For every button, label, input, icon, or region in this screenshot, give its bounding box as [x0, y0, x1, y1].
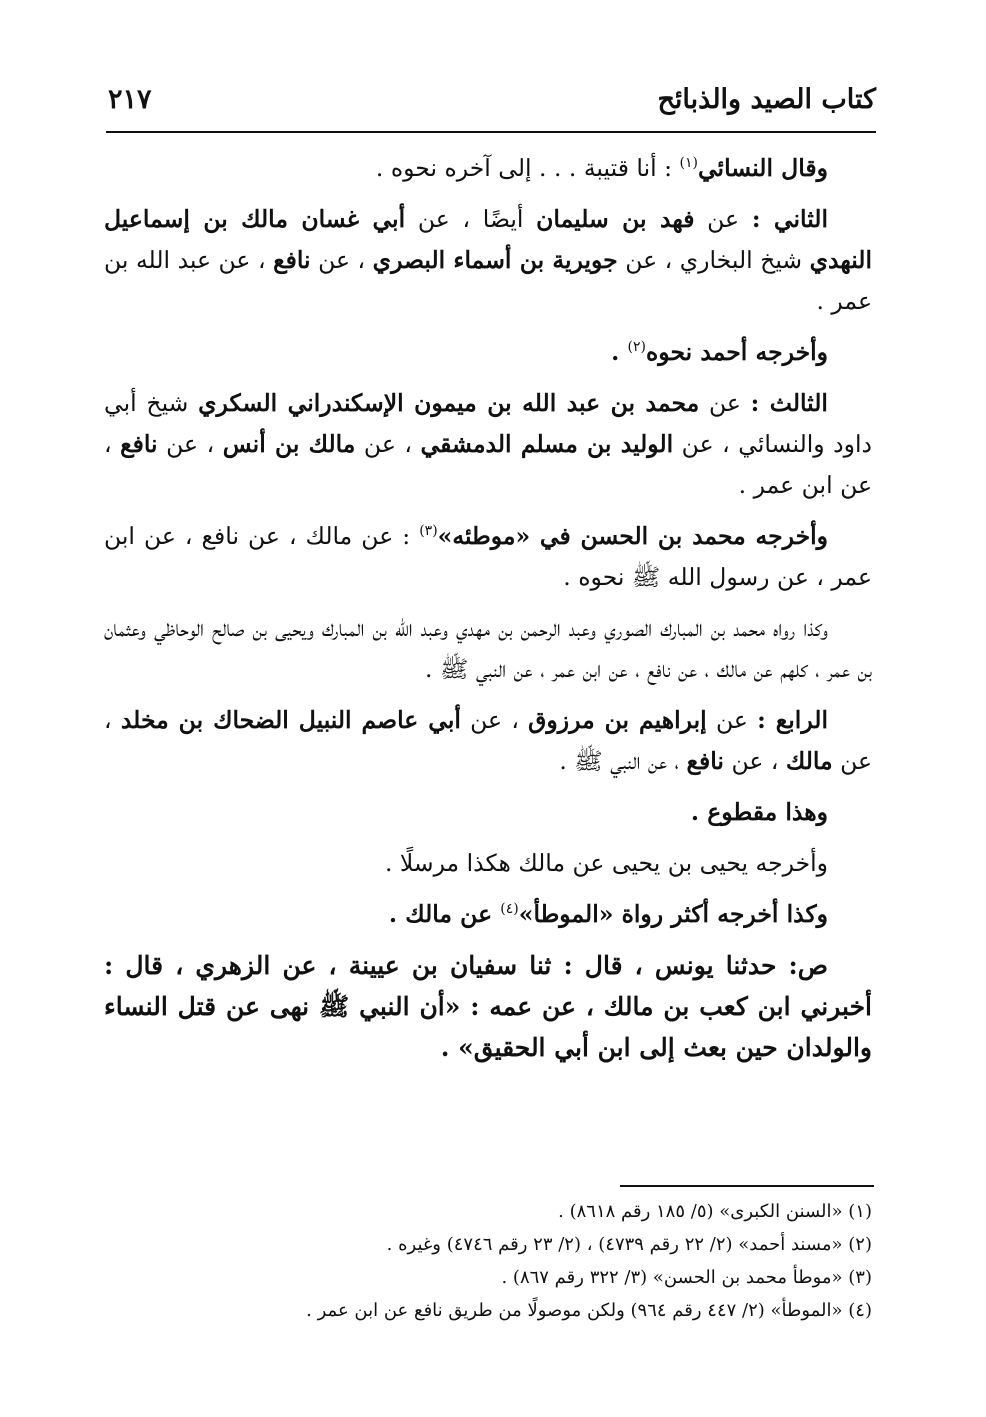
paragraph-4: الثالث : عن محمد بن عبد الله بن ميمون الإسكندراني السكري شيخ أبي داود والنسائي ، عن الوليد بن مسلم الدمشقي ، عن مالك بن أنس ، عن نافع ، عن ابن عمر . [104, 389, 872, 499]
footnote-ref-1: (١) [679, 155, 698, 172]
footnote-ref-3: (٣) [419, 523, 438, 540]
paragraph-9: وأخرجه يحيى بن يحيى عن مالك هكذا مرسلًا . [384, 849, 828, 877]
footnote-separator [620, 1185, 874, 1187]
page-number: ٢١٧ [108, 84, 152, 115]
header-rule [106, 131, 876, 133]
paragraph-6: وكذا رواه محمد بن المبارك الصوري وعبد الرحمن بن مهدي وعبد الله بن المبارك ويحيى بن صالح الوحاظي وعثمان بن عمر ، كلهم عن مالك ، عن نافع ، عن ابن عمر ، عن النبي ﷺ . [104, 614, 872, 683]
paragraph-11-hadith: ص: حدثنا يونس ، قال : ثنا سفيان بن عيينة ، عن الزهري ، قال : أخبرني ابن كعب بن مالك ، عن عمه : «أن النبي ﷺ نهى عن قتل النساء والولدان حين بعث إلى ابن أبي الحقيق» . [104, 951, 872, 1062]
paragraph-2: الثاني : عن فهد بن سليمان أيضًا ، عن أبي غسان مالك بن إسماعيل النهدي شيخ البخاري ، عن جويرية بن أسماء البصري ، عن نافع ، عن عبد الله بن عمر . [104, 205, 872, 315]
chapter-title: كتاب الصيد والذبائح [657, 84, 876, 115]
footnote-ref-4: (٤) [500, 901, 519, 918]
paragraph-10: وكذا أخرجه أكثر رواة «الموطأ»$^{(٤)}$ عن مالك . [388, 900, 828, 928]
footnote-1: (١) «السنن الكبرى» (٥/ ١٨٥ رقم ٨٦١٨) . [558, 1201, 872, 1222]
paragraph-3: وأخرجه أحمد نحوه$^{(٢)}$ . [611, 338, 828, 366]
paragraph-7: الرابع : عن إبراهيم بن مرزوق ، عن أبي عاصم النبيل الضحاك بن مخلد ، عن مالك ، عن نافع ، عن النبي ﷺ . [104, 706, 872, 775]
paragraph-1: وقال النسائي$^{(١)}$ : أنا قتيبة . . . إلى آخره نحوه . [375, 154, 828, 182]
paragraph-8: وهذا مقطوع . [690, 798, 828, 826]
paragraph-5: وأخرجه محمد بن الحسن في «موطئه»$^{(٣)}$ : عن مالك ، عن نافع ، عن ابن عمر ، عن رسول الله ﷺ نحوه . [104, 522, 872, 591]
page-header [108, 84, 876, 124]
footnote-ref-2: (٢) [627, 339, 646, 356]
footnotes [104, 1198, 872, 1330]
main-text [104, 148, 872, 1078]
footnote-4: (٤) «الموطأ» (٢/ ٤٤٧ رقم ٩٦٤) ولكن موصولًا من طريق نافع عن ابن عمر . [306, 1300, 872, 1321]
footnote-2: (٢) «مسند أحمد» (٢/ ٢٢ رقم ٤٧٣٩) ، (٢/ ٢٣ رقم ٤٧٤٦) وغيره . [386, 1234, 872, 1255]
footnote-3: (٣) «موطأ محمد بن الحسن» (٣/ ٣٢٢ رقم ٨٦٧) . [501, 1267, 872, 1288]
